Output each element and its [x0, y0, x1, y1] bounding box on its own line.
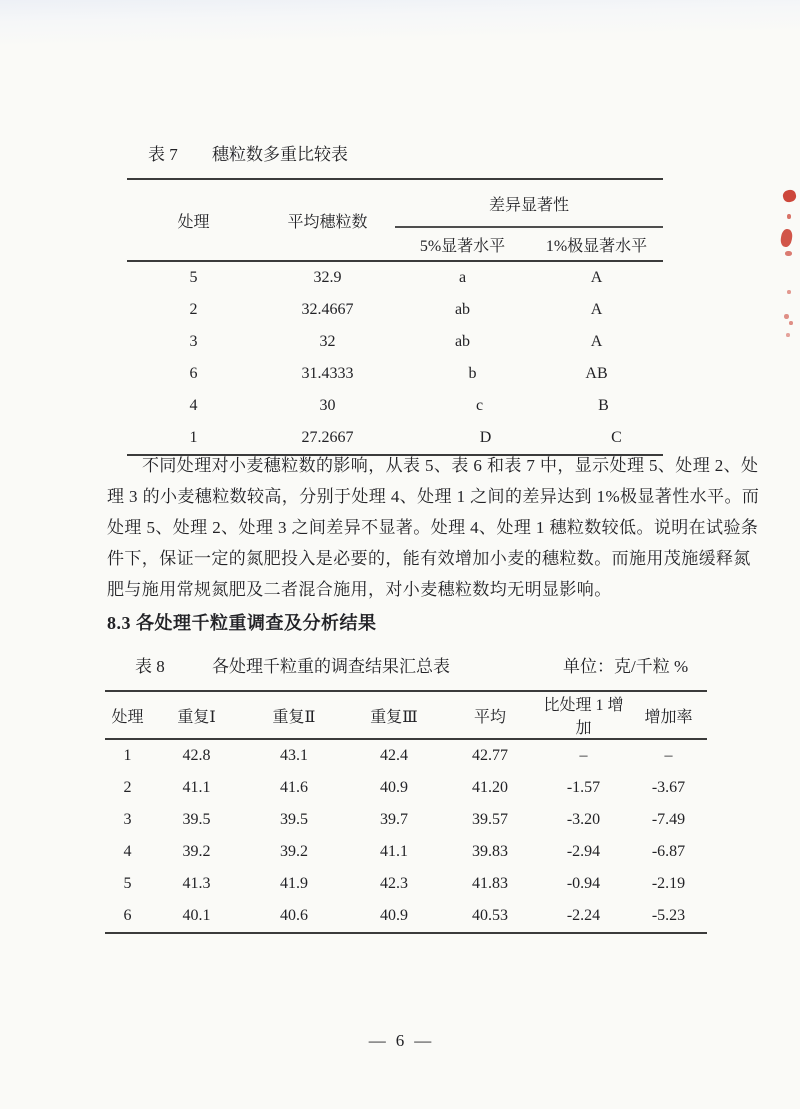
cell-5pct: a — [458, 269, 467, 286]
table8-label: 表 8 — [135, 657, 165, 676]
page-number — [0, 1031, 800, 1051]
paragraph-line: 理 3 的小麦穗粒数较高，分别于处理 4、处理 1 之间的差异达到 1%极显著性水平。而 — [107, 487, 760, 506]
cell: 39.7 — [380, 811, 408, 828]
cell: 40.53 — [472, 907, 508, 924]
cell: 40.6 — [280, 907, 308, 924]
table8-header-row — [105, 691, 707, 739]
cell: -2.24 — [566, 907, 601, 924]
cell: – — [664, 747, 673, 764]
cell: 39.2 — [280, 843, 308, 860]
cell-treatment: 3 — [189, 333, 198, 350]
cell: 39.83 — [472, 843, 508, 860]
table-row — [105, 772, 707, 804]
table8-header-rate: 增加率 — [630, 691, 707, 739]
cell: 41.1 — [182, 779, 211, 796]
cell-mean: 32.9 — [313, 269, 342, 286]
cell: 42.77 — [472, 747, 508, 764]
cell: -1.57 — [566, 779, 601, 796]
cell-mean: 31.4333 — [301, 365, 354, 382]
table-row — [105, 739, 707, 772]
cell-5pct: D — [479, 429, 492, 446]
table-row — [127, 390, 663, 422]
cell-1pct: C — [611, 429, 622, 446]
table7 — [127, 178, 663, 456]
table8-header-rep2: 重复Ⅱ — [243, 691, 345, 739]
cell: 40.1 — [182, 907, 211, 924]
table8-header-increase: 比处理 1 增加 — [537, 691, 630, 739]
table-row — [105, 900, 707, 933]
paragraph-line: 不同处理对小麦穗粒数的影响，从表 5、表 6 和表 7 中，显示处理 5、处理 2、处 — [142, 456, 759, 475]
table8-header-treatment: 处理 — [105, 691, 150, 739]
body-paragraph — [107, 450, 760, 605]
cell-treatment: 6 — [189, 365, 198, 382]
cell: 41.9 — [280, 875, 308, 892]
cell: 43.1 — [280, 747, 308, 764]
cell: 39.2 — [182, 843, 211, 860]
table8-title: 各处理千粒重的调查结果汇总表 — [212, 657, 450, 676]
cell-treatment: 4 — [189, 397, 198, 414]
cell: -5.23 — [651, 907, 686, 924]
cell: 42.4 — [380, 747, 408, 764]
page-number-dash-right: — — [414, 1031, 432, 1050]
cell: 41.83 — [472, 875, 508, 892]
red-stamp-mark — [787, 290, 791, 294]
table-row — [105, 804, 707, 836]
cell-treatment: 5 — [189, 269, 198, 286]
page-number-dash-left: — — [368, 1031, 386, 1050]
scan-edge-shade — [0, 0, 800, 48]
cell: 39.5 — [280, 811, 308, 828]
cell: 41.6 — [280, 779, 308, 796]
cell: 2 — [123, 779, 132, 796]
table7-label: 表 7 — [148, 145, 178, 164]
cell: 42.8 — [182, 747, 211, 764]
cell: 40.9 — [380, 779, 408, 796]
table7-header-significance-group: 差异显著性 — [395, 179, 663, 227]
table8-header-rep1: 重复Ⅰ — [150, 691, 243, 739]
cell-mean: 27.2667 — [301, 429, 354, 446]
cell-5pct: ab — [454, 333, 471, 350]
cell-5pct: ab — [454, 301, 471, 318]
cell: 3 — [123, 811, 132, 828]
cell: 5 — [123, 875, 132, 892]
cell: 40.9 — [380, 907, 408, 924]
cell-1pct: A — [590, 333, 603, 350]
cell: -3.67 — [651, 779, 686, 796]
table-row — [127, 326, 663, 358]
cell: 41.3 — [182, 875, 211, 892]
cell: 4 — [123, 843, 132, 860]
table7-caption — [148, 140, 348, 165]
cell-treatment: 1 — [189, 429, 198, 446]
cell: – — [579, 747, 588, 764]
cell-mean: 32.4667 — [301, 301, 354, 318]
table8-header-rep3: 重复Ⅲ — [345, 691, 443, 739]
red-stamp-mark — [786, 333, 790, 337]
red-stamp-mark — [787, 214, 791, 219]
cell-1pct: A — [590, 269, 603, 286]
table7-header-treatment: 处理 — [127, 179, 260, 261]
red-stamp-mark — [780, 228, 794, 247]
red-stamp-mark — [785, 251, 792, 256]
cell: 1 — [123, 747, 132, 764]
cell-1pct: AB — [585, 365, 608, 382]
section-heading: 8.3 各处理千粒重调查及分析结果 — [107, 613, 377, 633]
cell-1pct: B — [598, 397, 609, 414]
cell: 6 — [123, 907, 132, 924]
cell-mean: 32 — [319, 333, 336, 350]
cell: 39.57 — [472, 811, 508, 828]
paragraph-line: 肥与施用常规氮肥及二者混合施用，对小麦穗粒数均无明显影响。 — [107, 580, 612, 599]
cell: -2.19 — [651, 875, 686, 892]
table7-header-5pct: 5%显著水平 — [395, 227, 530, 261]
cell-5pct: c — [475, 397, 484, 414]
table8-caption — [0, 652, 800, 674]
page-number-value: 6 — [395, 1031, 405, 1050]
cell-treatment: 2 — [189, 301, 198, 318]
table-row — [105, 836, 707, 868]
table-row — [105, 868, 707, 900]
table7-header-mean: 平均穗粒数 — [260, 179, 395, 261]
table8 — [105, 690, 707, 934]
cell: -3.20 — [566, 811, 601, 828]
cell-1pct: A — [590, 301, 603, 318]
cell-mean: 30 — [319, 397, 336, 414]
cell-5pct: b — [468, 365, 477, 382]
red-stamp-mark — [782, 189, 798, 204]
cell: -6.87 — [651, 843, 686, 860]
cell: -7.49 — [651, 811, 686, 828]
table-row — [127, 294, 663, 326]
table7-title: 穗粒数多重比较表 — [212, 145, 348, 164]
paragraph-line: 处理 5、处理 2、处理 3 之间差异不显著。处理 4、处理 1 穗粒数较低。说明在试验条 — [107, 518, 759, 537]
table7-header-row-1 — [127, 179, 663, 227]
cell: 41.1 — [380, 843, 408, 860]
cell: 39.5 — [182, 811, 211, 828]
table8-unit: 单位：克/千粒 % — [563, 657, 689, 676]
table-row — [127, 261, 663, 294]
cell: -2.94 — [566, 843, 601, 860]
table8-header-mean: 平均 — [443, 691, 537, 739]
cell: 41.20 — [472, 779, 508, 796]
table7-header-1pct: 1%极显著水平 — [530, 227, 663, 261]
cell: -0.94 — [566, 875, 601, 892]
paragraph-line: 件下，保证一定的氮肥投入是必要的，能有效增加小麦的穗粒数。而施用茂施缓释氮 — [107, 549, 751, 568]
table-row — [127, 358, 663, 390]
cell: 42.3 — [380, 875, 408, 892]
red-stamp-mark — [784, 314, 789, 319]
red-stamp-mark — [789, 321, 793, 325]
